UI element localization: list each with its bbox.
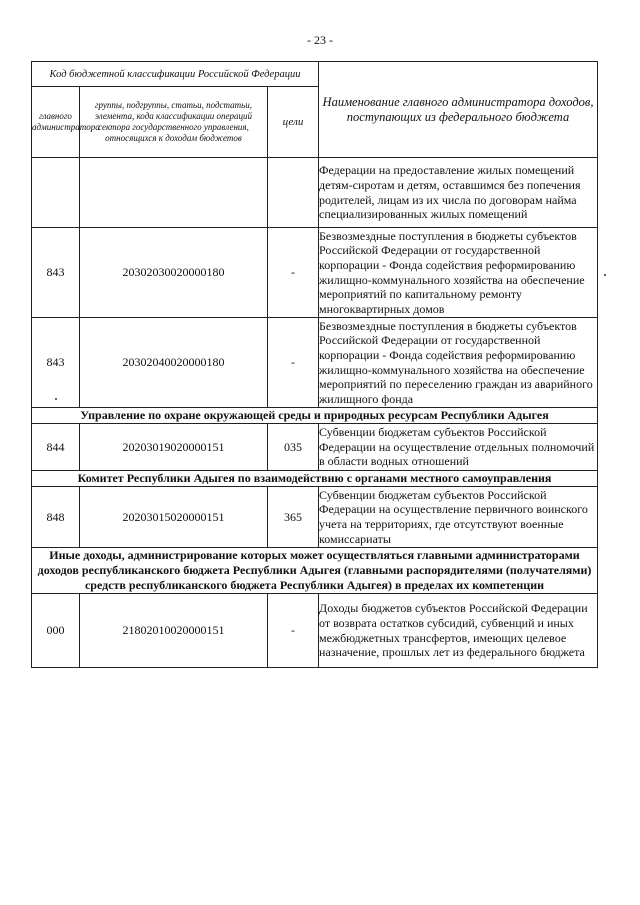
table-row [32,318,598,408]
header-groups: группы, подгруппы, статьи, подстатьи, элемента, кода классификации операций сектора государственного управления, относящихся к доходам бюджетов [80,87,268,158]
admin-code: 843 [32,228,80,318]
classification-code: 20302040020000180 [80,318,268,408]
description: Доходы бюджетов субъектов Российской Федерации от возврата остатков субсидий, субвенций и иных межбюджетных трансфертов, имеющих целевое назначение, прошлых лет из федерального бюджета [319,594,598,668]
description: Безвозмездные поступления в бюджеты субъектов Российской Федерации от государственной корпорации - Фонда содействия реформированию жилищно-коммунального хозяйства на обеспечение мероприятий по капитальному ремонту многоквартирных домов [319,228,598,318]
header-name: Наименование главного администратора доходов, поступающих из федерального бюджета [319,62,598,158]
classification-code: 20203019020000151 [80,424,268,471]
purpose-code: - [268,228,319,318]
description: Субвенции бюджетам субъектов Российской Федерации на осуществление первичного воинского учета на территориях, где отсутствуют военные комиссариаты [319,487,598,548]
purpose-code: 035 [268,424,319,471]
budget-table [31,61,598,668]
classification-code: 20203015020000151 [80,487,268,548]
purpose-code: - [268,594,319,668]
section-title: Управление по охране окружающей среды и природных ресурсам Республики Адыгея [32,408,598,424]
section-title: Комитет Республики Адыгея по взаимодействию с органами местного самоуправления [32,471,598,487]
purpose-code [268,158,319,228]
table-row [32,594,598,668]
admin-code [32,158,80,228]
scan-speck [55,398,57,400]
header-kbk: Код бюджетной классификации Российской Федерации [32,62,319,87]
section-title: Иные доходы, администрирование которых может осуществляться главными администраторами доходов республиканского бюджета Республики Адыгея (главными распорядителями (получателями) средств республиканского бюджета Республики Адыгея) в пределах их компетенции [32,548,598,594]
header-purpose: цели [268,87,319,158]
admin-code: 844 [32,424,80,471]
classification-code [80,158,268,228]
purpose-code: - [268,318,319,408]
section-row [32,548,598,594]
header-admin: главного администратора [32,87,80,158]
section-row [32,471,598,487]
table-row [32,487,598,548]
page-number: - 23 - [307,33,333,47]
admin-code: 000 [32,594,80,668]
purpose-code: 365 [268,487,319,548]
admin-code: 848 [32,487,80,548]
table-row [32,424,598,471]
admin-code: 843 [32,318,80,408]
section-row [32,408,598,424]
table-row [32,228,598,318]
classification-code: 21802010020000151 [80,594,268,668]
scan-speck [604,274,606,276]
description: Безвозмездные поступления в бюджеты субъектов Российской Федерации от государственной корпорации - Фонда содействия реформированию жилищно-коммунального хозяйства на обеспечение мероприятий по переселению граждан из аварийного жилищного фонда [319,318,598,408]
description: Федерации на предоставление жилых помещений детям-сиротам и детям, оставшимся без попечения родителей, лицам из их числа по договорам найма специализированных жилых помещений [319,158,598,228]
table-row [32,158,598,228]
description: Субвенции бюджетам субъектов Российской Федерации на осуществление отдельных полномочий в области водных отношений [319,424,598,471]
classification-code: 20302030020000180 [80,228,268,318]
